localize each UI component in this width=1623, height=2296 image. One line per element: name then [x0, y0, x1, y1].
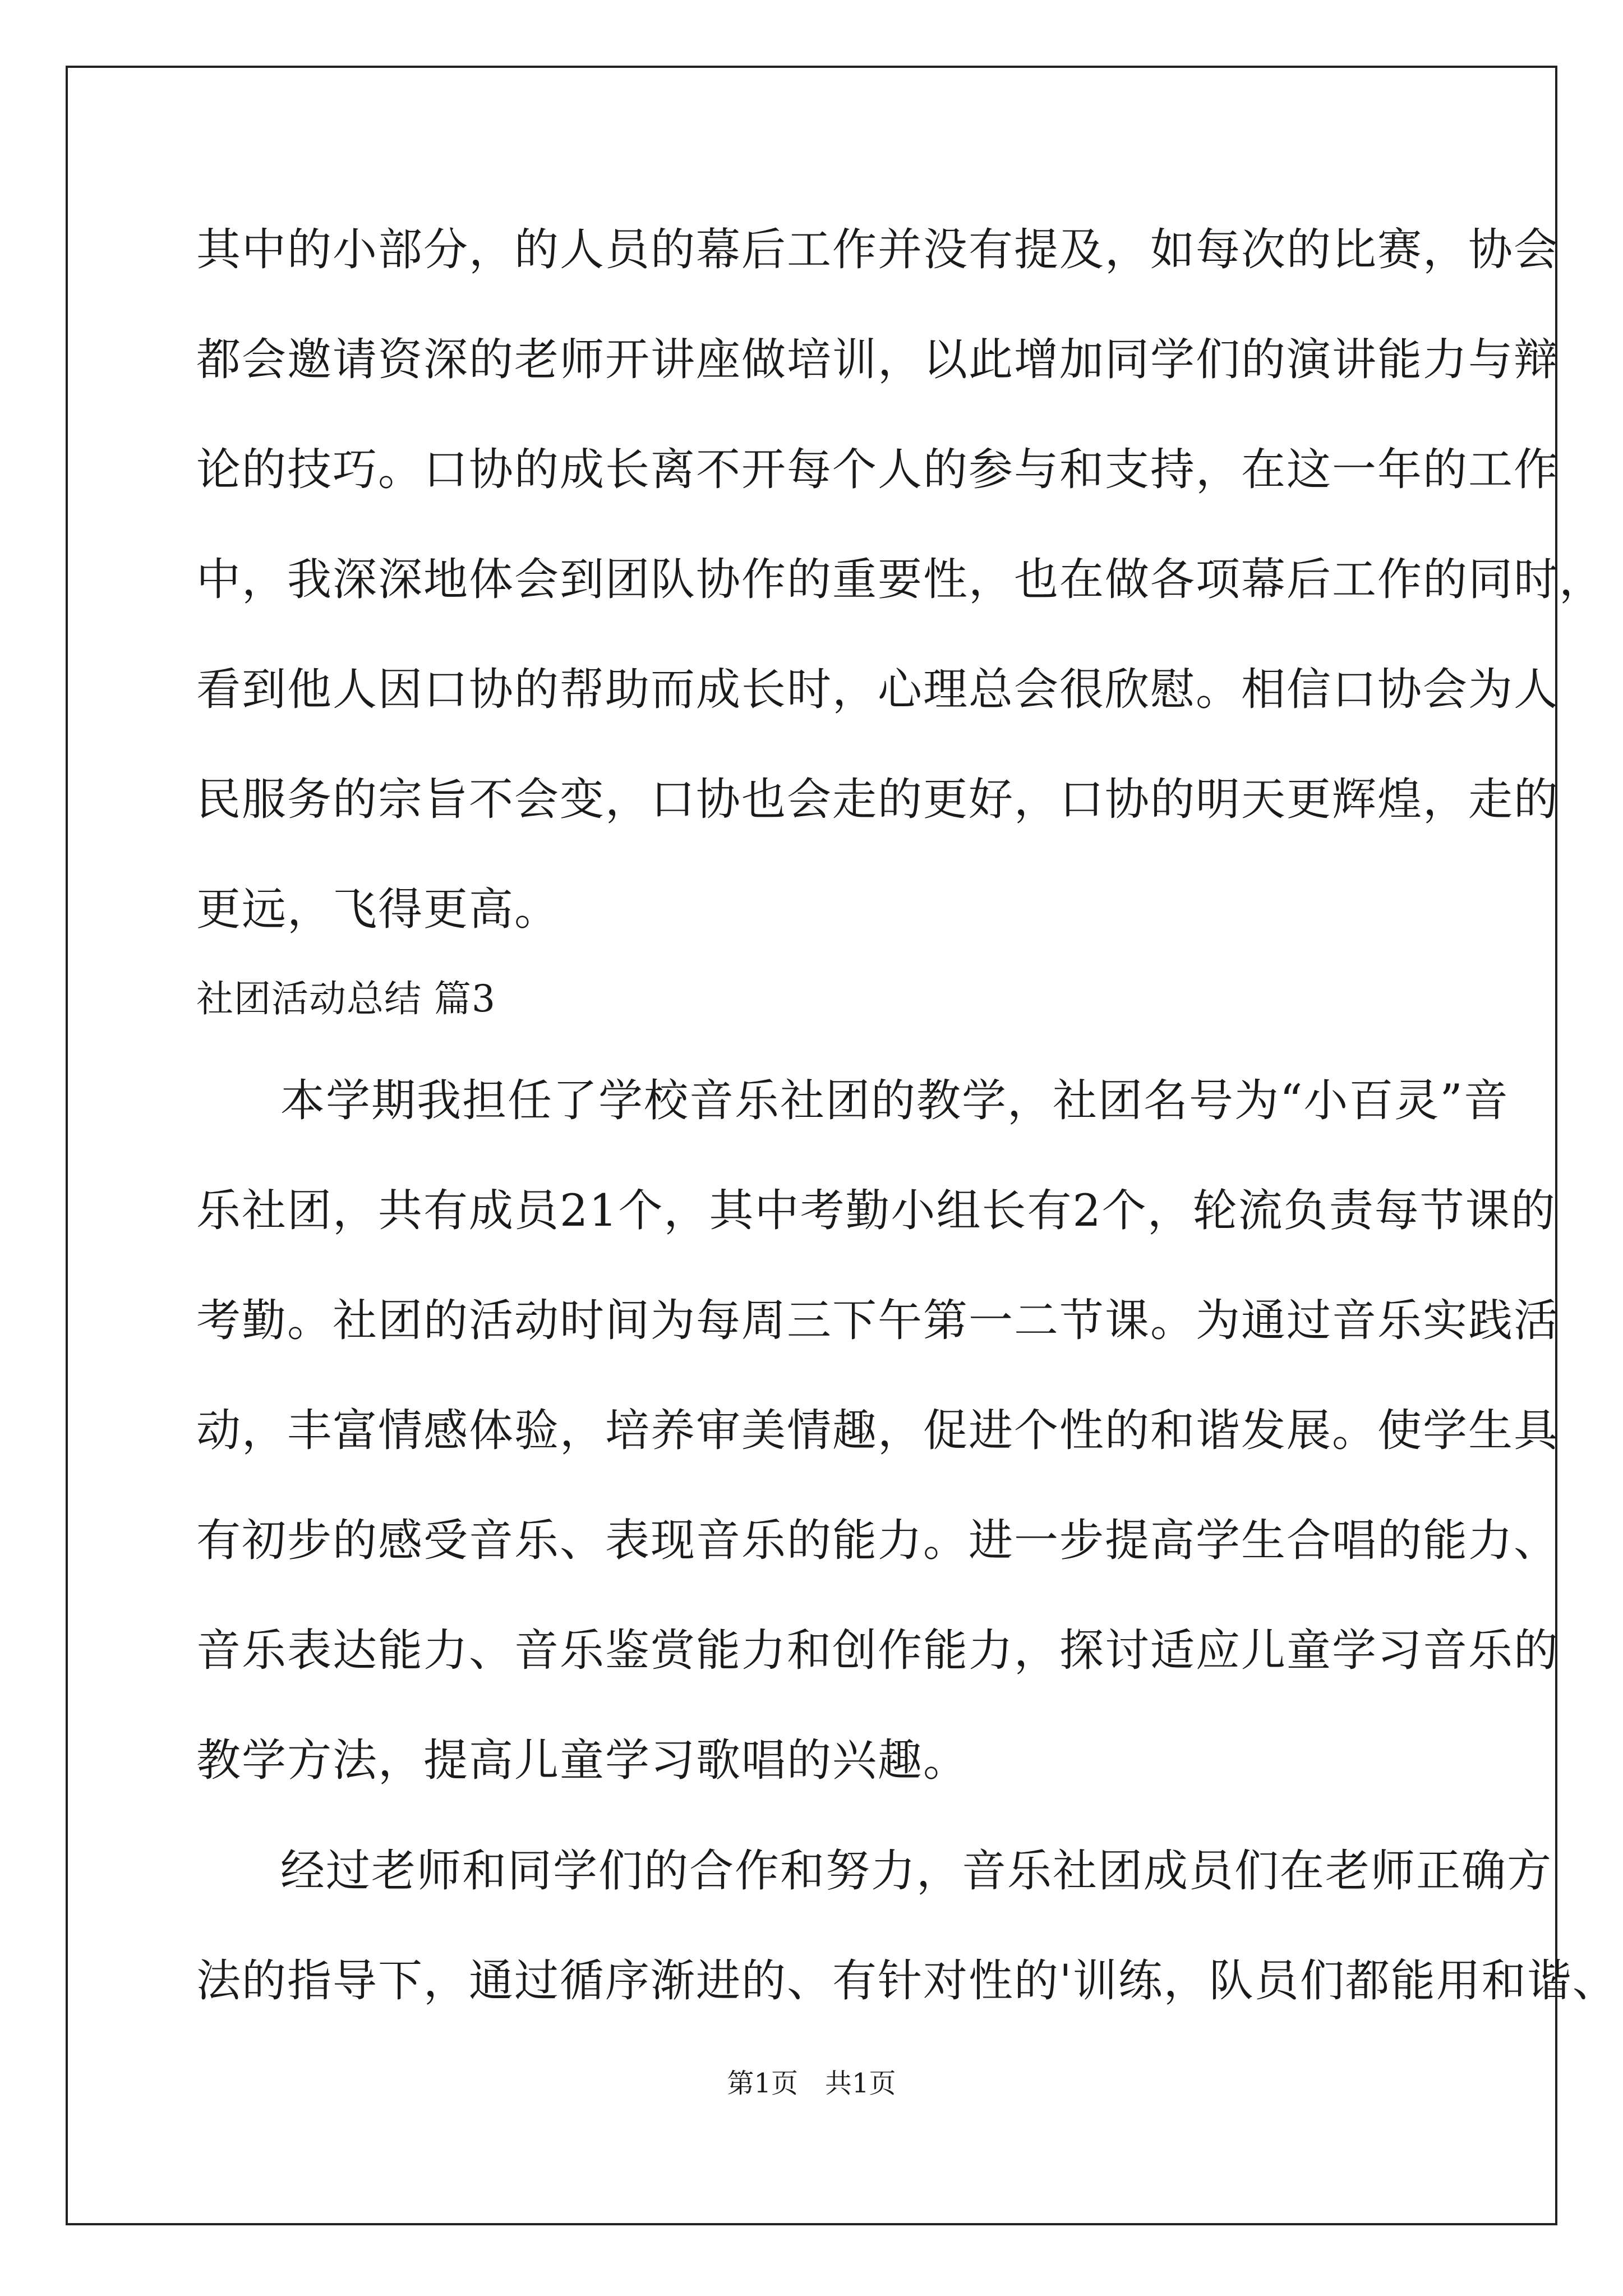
section-heading: 社团活动总结 篇3: [196, 977, 496, 1020]
body-line: 乐社团，共有成员21个，其中考勤小组长有2个，轮流负责每节课的: [196, 1185, 1556, 1236]
body-line: 法的指导下，通过循序渐进的、有针对性的'训练，队员们都能用和谐、: [196, 1955, 1618, 2007]
body-line: 论的技巧。口协的成长离不开每个人的参与和支持，在这一年的工作: [196, 444, 1559, 495]
body-line: 看到他人因口协的帮助而成长时，心理总会很欣慰。相信口协会为人: [196, 664, 1559, 715]
body-line: 动，丰富情感体验，培养审美情趣，促进个性的和谐发展。使学生具: [196, 1405, 1559, 1456]
body-line: 有初步的感受音乐、表现音乐的能力。进一步提高学生合唱的能力、: [196, 1515, 1559, 1566]
body-line: 中，我深深地体会到团队协作的重要性，也在做各项幕后工作的同时，: [196, 554, 1604, 605]
body-line: 民服务的宗旨不会变，口协也会走的更好，口协的明天更辉煌，走的: [196, 774, 1559, 825]
body-line: 更远，飞得更高。: [196, 884, 560, 935]
body-line: 经过老师和同学们的合作和努力，音乐社团成员们在老师正确方: [280, 1845, 1552, 1897]
page-border: [66, 66, 1557, 2225]
body-line: 考勤。社团的活动时间为每周三下午第一二节课。为通过音乐实践活: [196, 1295, 1559, 1346]
body-line: 其中的小部分，的人员的幕后工作并没有提及，如每次的比赛，协会: [196, 224, 1559, 275]
body-line: 教学方法，提高儿童学习歌唱的兴趣。: [196, 1734, 969, 1786]
body-line: 音乐表达能力、音乐鉴赏能力和创作能力，探讨适应儿童学习音乐的: [196, 1625, 1559, 1676]
body-line: 都会邀请资深的老师开讲座做培训，以此增加同学们的演讲能力与辩: [196, 334, 1559, 385]
body-line: 本学期我担任了学校音乐社团的教学，社团名号为“小百灵”音: [280, 1075, 1509, 1126]
page-footer: 第1页 共1页: [727, 2068, 896, 2099]
